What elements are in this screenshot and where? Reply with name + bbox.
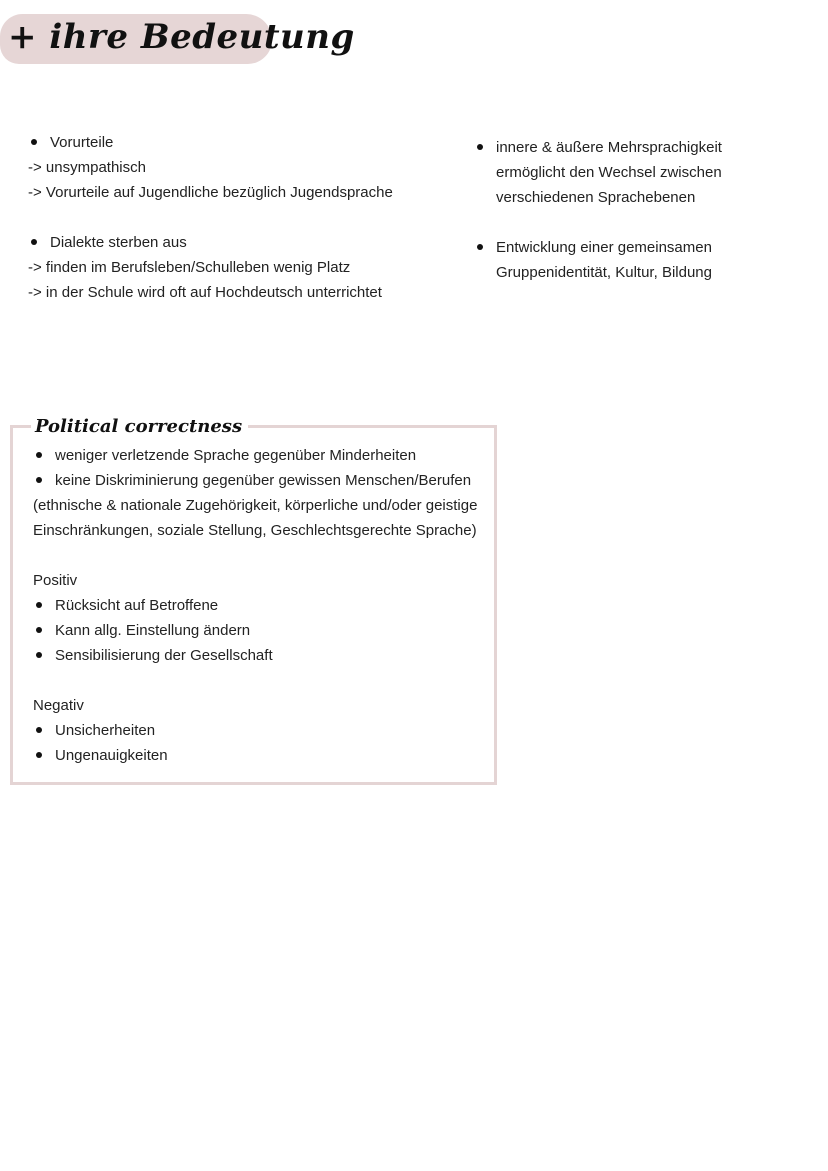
list-item-gruppenidentitaet (474, 235, 814, 285)
box-title: Political correctness (31, 414, 248, 440)
positive-heading: Positiv (33, 572, 78, 589)
list-item: Unsicherheiten (33, 718, 483, 743)
list-item: Rücksicht auf Betroffene (33, 593, 483, 618)
left-column (28, 130, 448, 305)
list-item: Ungenauigkeiten (33, 743, 483, 768)
list-item: weniger verletzende Sprache gegenüber Minderheiten (33, 443, 483, 468)
box-body (33, 443, 483, 768)
list-subitem: -> in der Schule wird oft auf Hochdeutsch unterrichtet (28, 284, 382, 301)
note-line: (ethnische & nationale Zugehörigkeit, körperliche und/oder geistige (33, 497, 478, 514)
list-item-dialekte: Dialekte sterben aus (28, 230, 448, 255)
list-subitem: -> finden im Berufsleben/Schulleben wenig Platz (28, 259, 351, 276)
page-title-area (0, 6, 355, 68)
list-item-line: Entwicklung einer gemeinsamen (496, 239, 712, 256)
list-item: Kann allg. Einstellung ändern (33, 618, 483, 643)
list-item-line: verschiedenen Sprachebenen (496, 189, 696, 206)
list-item-line: innere & äußere Mehrsprachigkeit (496, 139, 722, 156)
list-subitem: -> Vorurteile auf Jugendliche bezüglich Jugendsprache (28, 184, 393, 201)
list-item-vorurteile: Vorurteile (28, 130, 448, 155)
list-item-line: Gruppenidentität, Kultur, Bildung (496, 264, 712, 281)
list-item-mehrsprachigkeit (474, 135, 814, 210)
list-item-line: ermöglicht den Wechsel zwischen (496, 164, 722, 181)
page-title: + ihre Bedeutung (8, 17, 355, 57)
list-item: Sensibilisierung der Gesellschaft (33, 643, 483, 668)
list-item: keine Diskriminierung gegenüber gewissen Menschen/Berufen (33, 468, 483, 493)
political-correctness-box (10, 416, 497, 785)
list-subitem: -> unsympathisch (28, 159, 146, 176)
right-column (474, 135, 814, 285)
negative-heading: Negativ (33, 697, 84, 714)
note-line: Einschränkungen, soziale Stellung, Geschlechtsgerechte Sprache) (33, 522, 477, 539)
